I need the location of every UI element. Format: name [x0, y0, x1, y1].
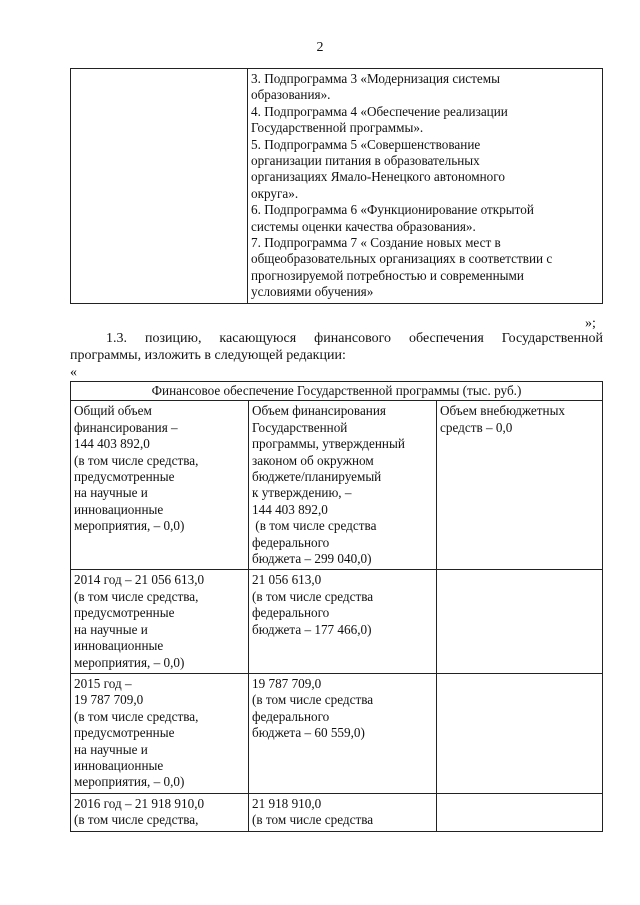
year-extrabudget-cell	[437, 793, 603, 831]
year-budget-cell	[249, 673, 437, 793]
text-line: бюджета – 60 559,0)	[252, 725, 365, 741]
budget-cell	[249, 401, 437, 570]
text-line: организации питания в образовательных	[251, 153, 480, 169]
year-extrabudget-cell	[437, 570, 603, 673]
subprograms-cell	[248, 69, 603, 304]
text-line: бюджета – 177 466,0)	[252, 621, 372, 637]
table-row	[71, 570, 603, 673]
text-line: 2015 год –	[74, 675, 132, 691]
closing-quote: »;	[585, 316, 596, 331]
text-line: системы оценки качества образования».	[251, 218, 476, 234]
text-line: округа».	[251, 185, 299, 201]
text-line: инновационные	[74, 638, 164, 654]
text-line: (в том числе средства	[252, 518, 377, 534]
total-cell	[71, 401, 249, 570]
text-line: предусмотренные	[74, 605, 175, 621]
text-line: федерального	[252, 534, 330, 550]
text-line: (в том числе средства,	[74, 812, 199, 828]
extrabudget-cell	[437, 401, 603, 570]
subprogram-item	[251, 71, 599, 104]
text-line: (в том числе средства	[252, 692, 374, 708]
text-line: федерального	[252, 605, 330, 621]
text-line: 144 403 892,0	[74, 436, 150, 452]
text-line: Государственной программы».	[251, 120, 424, 136]
empty-cell	[71, 69, 248, 304]
text-line: (в том числе средства,	[74, 588, 199, 604]
text-line: 144 403 892,0	[252, 501, 328, 517]
text-line: инновационные	[74, 757, 164, 773]
text-line: организациях Ямало-Ненецкого автономного	[251, 169, 505, 185]
text-line: бюджета – 299 040,0)	[252, 551, 372, 567]
finance-table	[70, 381, 603, 832]
text-line: законом об окружном	[252, 452, 374, 468]
text-line: (в том числе средства	[252, 588, 374, 604]
text-line: Общий объем	[74, 403, 152, 419]
text-line: на научные и	[74, 621, 148, 637]
text-line: на научные и	[74, 741, 148, 757]
text-line: бюджете/планируемый	[252, 469, 382, 485]
text-line: финансирования –	[74, 419, 178, 435]
subprogram-item	[251, 202, 599, 235]
text-line: 3. Подпрограмма 3 «Модернизация системы	[251, 71, 500, 86]
finance-table-title: Финансовое обеспечение Государственной программы (тыс. руб.)	[71, 382, 603, 401]
table-row	[71, 673, 603, 793]
text-line: мероприятия, – 0,0)	[74, 654, 185, 670]
text-line: 19 787 709,0	[252, 675, 322, 691]
text-line: 6. Подпрограмма 6 «Функционирование открытой	[251, 202, 534, 218]
subprograms-table	[70, 68, 603, 304]
text-line: Государственной	[252, 419, 348, 435]
text-line: предусмотренные	[74, 725, 175, 741]
text-line: (в том числе средства,	[74, 452, 199, 468]
text-line: образования».	[251, 87, 331, 103]
text-line: 7. Подпрограмма 7 « Создание новых мест в	[251, 235, 501, 251]
text-line: инновационные	[74, 501, 164, 517]
year-total-cell	[71, 673, 249, 793]
table-row	[71, 401, 603, 570]
year-total-cell	[71, 570, 249, 673]
text-line: предусмотренные	[74, 469, 175, 485]
subprogram-item	[251, 137, 599, 203]
table-row	[71, 793, 603, 831]
text-line: 2016 год – 21 918 910,0	[74, 795, 205, 811]
opening-quote: «	[70, 365, 77, 380]
text-line: Объем финансирования	[252, 403, 386, 419]
text-line: к утверждению, –	[252, 485, 352, 501]
text-line: 21 918 910,0	[252, 795, 322, 811]
year-total-cell	[71, 793, 249, 831]
subprogram-item	[251, 104, 599, 137]
text-line: федерального	[252, 708, 330, 724]
page-number: 2	[316, 40, 324, 55]
text-line: общеобразовательных организациях в соответствии с	[251, 251, 553, 267]
text-line: 21 056 613,0	[252, 572, 322, 588]
text-line: Объем внебюджетных	[440, 403, 566, 419]
text-line: 4. Подпрограмма 4 «Обеспечение реализации	[251, 103, 508, 119]
text-line: на научные и	[74, 485, 148, 501]
text-line: (в том числе средства,	[74, 708, 199, 724]
text-line: (в том числе средства	[252, 812, 374, 828]
text-line: средств – 0,0	[440, 419, 513, 435]
subprogram-item	[251, 235, 599, 301]
text-line: мероприятия, – 0,0)	[74, 774, 185, 790]
text-line: 2014 год – 21 056 613,0	[74, 572, 205, 588]
text-line: прогнозируемой потребностью и современными	[251, 267, 524, 283]
text-line: программы, утвержденный	[252, 436, 405, 452]
text-line: мероприятия, – 0,0)	[74, 518, 185, 534]
year-budget-cell	[249, 793, 437, 831]
text-line: 19 787 709,0	[74, 692, 144, 708]
year-extrabudget-cell	[437, 673, 603, 793]
year-budget-cell	[249, 570, 437, 673]
amendment-paragraph: 1.3. позицию, касающуюся финансового обеспечения Государственной программы, изложить в следующей редакции:	[70, 331, 603, 363]
text-line: 5. Подпрограмма 5 «Совершенствование	[251, 136, 481, 152]
text-line: условиями обучения»	[251, 284, 374, 300]
